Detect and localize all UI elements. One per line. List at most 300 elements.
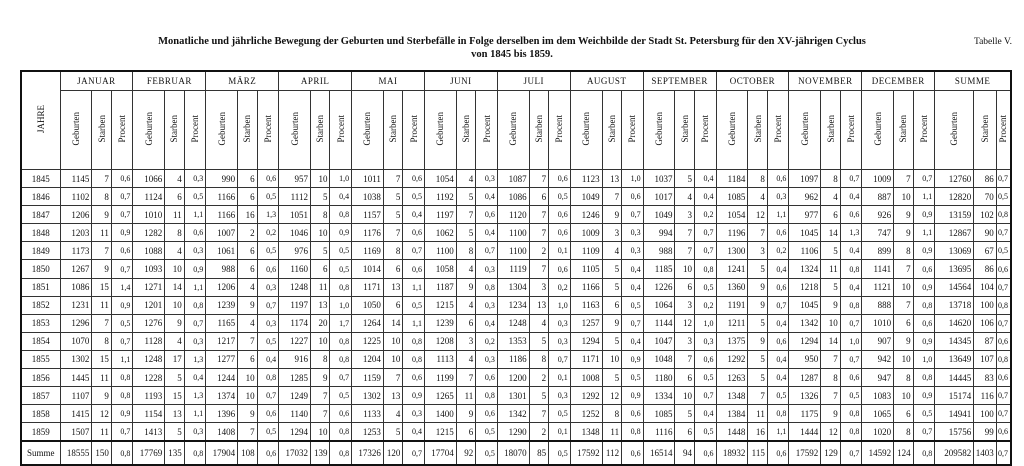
percent-cell: 0,8: [476, 278, 498, 296]
percent-cell: 0,7: [840, 314, 862, 332]
births-cell: 1226: [643, 278, 675, 296]
deaths-cell: 5: [748, 260, 768, 278]
deaths-cell: 4: [675, 188, 695, 206]
percent-cell: 0,5: [996, 188, 1011, 206]
summe-deaths-cell: 85: [529, 441, 549, 465]
percent-cell: 0,8: [767, 405, 789, 423]
deaths-cell: 12: [748, 206, 768, 224]
deaths-cell: 5: [456, 188, 476, 206]
births-cell: 926: [862, 206, 894, 224]
births-cell: 1292: [570, 387, 602, 405]
month-header: MÄRZ: [206, 71, 279, 91]
sub-header: Starben: [974, 91, 997, 170]
births-cell: 13069: [935, 242, 974, 260]
percent-cell: 0,8: [913, 296, 935, 314]
summe-deaths-cell: 112: [602, 441, 622, 465]
percent-cell: 0,2: [476, 332, 498, 350]
percent-cell: 0,7: [996, 170, 1011, 188]
deaths-cell: 8: [92, 188, 112, 206]
births-cell: 1294: [570, 332, 602, 350]
summe-deaths-cell: 129: [821, 441, 841, 465]
percent-cell: 0,7: [840, 170, 862, 188]
percent-cell: 1,1: [403, 314, 425, 332]
births-cell: 1218: [789, 278, 821, 296]
summe-percent-cell: 0,6: [694, 441, 716, 465]
deaths-cell: 7: [456, 369, 476, 387]
births-cell: 988: [206, 260, 238, 278]
births-cell: 1294: [789, 332, 821, 350]
births-cell: 907: [862, 332, 894, 350]
percent-cell: 0,4: [840, 242, 862, 260]
percent-cell: 0,5: [694, 423, 716, 442]
births-cell: 1197: [424, 206, 456, 224]
percent-cell: 0,5: [694, 369, 716, 387]
sub-header: Geburten: [279, 91, 311, 170]
births-cell: 1326: [789, 387, 821, 405]
deaths-cell: 5: [456, 224, 476, 242]
summe-percent-cell: 0,8: [111, 441, 133, 465]
births-cell: 1296: [60, 314, 92, 332]
sub-header: Procent: [694, 91, 716, 170]
sub-header: Starben: [894, 91, 914, 170]
deaths-cell: 7: [821, 387, 841, 405]
deaths-cell: 2: [529, 242, 549, 260]
deaths-cell: 11: [92, 296, 112, 314]
month-header: MAI: [352, 71, 425, 91]
summe-births-cell: 17592: [789, 441, 821, 465]
births-cell: 1302: [60, 350, 92, 368]
deaths-cell: 10: [238, 387, 258, 405]
births-cell: 990: [206, 170, 238, 188]
percent-cell: 1,0: [622, 170, 644, 188]
percent-cell: 0,9: [913, 387, 935, 405]
births-cell: 1201: [133, 296, 165, 314]
births-cell: 1282: [133, 224, 165, 242]
table-row: [21, 278, 1011, 296]
percent-cell: 0,5: [111, 314, 133, 332]
table-number: Tabelle V.: [973, 37, 1012, 47]
summe-births-cell: 18555: [60, 441, 92, 465]
year-cell: 1857: [21, 387, 60, 405]
deaths-cell: 12: [821, 423, 841, 442]
percent-cell: 0,4: [476, 224, 498, 242]
deaths-cell: 9: [602, 206, 622, 224]
deaths-cell: 7: [675, 350, 695, 368]
births-cell: 1176: [352, 224, 384, 242]
percent-cell: 0,4: [694, 170, 716, 188]
births-cell: 1301: [497, 387, 529, 405]
deaths-cell: 100: [974, 296, 997, 314]
deaths-cell: 7: [748, 224, 768, 242]
percent-cell: 0,6: [913, 260, 935, 278]
year-cell: 1849: [21, 242, 60, 260]
deaths-cell: 8: [456, 242, 476, 260]
percent-cell: 0,3: [622, 242, 644, 260]
percent-cell: 0,9: [111, 224, 133, 242]
percent-cell: 0,3: [403, 405, 425, 423]
deaths-cell: 7: [383, 170, 403, 188]
births-cell: 1248: [497, 314, 529, 332]
percent-cell: 0,8: [996, 350, 1011, 368]
deaths-cell: 107: [974, 350, 997, 368]
percent-cell: 0,4: [840, 278, 862, 296]
percent-cell: 0,6: [403, 260, 425, 278]
deaths-cell: 4: [748, 188, 768, 206]
summe-deaths-cell: 115: [748, 441, 768, 465]
births-cell: 1045: [789, 296, 821, 314]
percent-cell: 0,6: [913, 314, 935, 332]
deaths-cell: 6: [602, 296, 622, 314]
births-cell: 1086: [497, 188, 529, 206]
births-cell: 1248: [133, 350, 165, 368]
summe-percent-cell: 0,8: [913, 441, 935, 465]
percent-cell: 0,5: [257, 242, 279, 260]
deaths-cell: 14: [821, 224, 841, 242]
births-cell: 1113: [424, 350, 456, 368]
deaths-cell: 5: [383, 206, 403, 224]
births-cell: 1231: [60, 296, 92, 314]
births-cell: 1252: [570, 405, 602, 423]
deaths-cell: 4: [165, 242, 185, 260]
percent-cell: 1,1: [767, 206, 789, 224]
births-cell: 12867: [935, 224, 974, 242]
percent-cell: 0,7: [694, 242, 716, 260]
percent-cell: 0,6: [996, 260, 1011, 278]
summe-percent-cell: 0,6: [622, 441, 644, 465]
deaths-cell: 6: [383, 260, 403, 278]
percent-cell: 0,8: [840, 423, 862, 442]
percent-cell: 0,7: [111, 206, 133, 224]
sub-header: Procent: [549, 91, 571, 170]
births-cell: 1100: [424, 242, 456, 260]
births-cell: 1123: [570, 170, 602, 188]
table-row: [21, 224, 1011, 242]
deaths-cell: 2: [529, 369, 549, 387]
deaths-cell: 12: [675, 314, 695, 332]
deaths-cell: 10: [894, 387, 914, 405]
births-cell: 13695: [935, 260, 974, 278]
sub-header: Procent: [476, 91, 498, 170]
births-cell: 1087: [497, 170, 529, 188]
deaths-cell: 14: [165, 278, 185, 296]
births-cell: 887: [862, 188, 894, 206]
percent-cell: 0,5: [622, 296, 644, 314]
births-cell: 1058: [424, 260, 456, 278]
births-cell: 1093: [133, 260, 165, 278]
deaths-cell: 3: [675, 296, 695, 314]
percent-cell: 1,3: [257, 206, 279, 224]
deaths-cell: 116: [974, 387, 997, 405]
percent-cell: 0,6: [257, 260, 279, 278]
births-cell: 1277: [206, 350, 238, 368]
births-cell: 1166: [206, 206, 238, 224]
deaths-cell: 9: [602, 314, 622, 332]
births-cell: 13718: [935, 296, 974, 314]
births-cell: 1166: [206, 188, 238, 206]
deaths-cell: 13: [383, 387, 403, 405]
deaths-cell: 4: [165, 332, 185, 350]
births-cell: 1070: [60, 332, 92, 350]
summe-deaths-cell: 150: [92, 441, 112, 465]
summe-deaths-cell: 108: [238, 441, 258, 465]
deaths-cell: 5: [310, 188, 330, 206]
deaths-cell: 9: [165, 314, 185, 332]
births-cell: 957: [279, 170, 311, 188]
summe-percent-cell: 0,5: [476, 441, 498, 465]
births-cell: 1276: [133, 314, 165, 332]
deaths-cell: 3: [675, 332, 695, 350]
summe-births-cell: 18932: [716, 441, 748, 465]
deaths-cell: 5: [602, 260, 622, 278]
births-cell: 1292: [716, 350, 748, 368]
percent-cell: 0,8: [840, 260, 862, 278]
percent-cell: 1,0: [549, 296, 571, 314]
percent-cell: 0,3: [549, 332, 571, 350]
births-cell: 1009: [862, 170, 894, 188]
percent-cell: 0,4: [622, 278, 644, 296]
deaths-cell: 5: [383, 188, 403, 206]
births-cell: 1038: [352, 188, 384, 206]
births-cell: 1011: [352, 170, 384, 188]
percent-cell: 1,4: [111, 278, 133, 296]
births-cell: 14445: [935, 369, 974, 387]
percent-cell: 0,9: [913, 332, 935, 350]
deaths-cell: 4: [383, 405, 403, 423]
births-cell: 1065: [862, 405, 894, 423]
percent-cell: 0,7: [767, 296, 789, 314]
deaths-cell: 10: [310, 170, 330, 188]
sub-header: Starben: [165, 91, 185, 170]
month-header: APRIL: [279, 71, 352, 91]
births-cell: 1374: [206, 387, 238, 405]
births-cell: 1191: [716, 296, 748, 314]
births-cell: 1066: [133, 170, 165, 188]
percent-cell: 1,3: [184, 387, 206, 405]
summe-births-cell: 17326: [352, 441, 384, 465]
percent-cell: 0,7: [476, 242, 498, 260]
deaths-cell: 10: [383, 332, 403, 350]
births-cell: 988: [643, 242, 675, 260]
births-cell: 1304: [497, 278, 529, 296]
percent-cell: 0,3: [257, 314, 279, 332]
deaths-cell: 10: [821, 314, 841, 332]
deaths-cell: 3: [529, 278, 549, 296]
percent-cell: 0,4: [257, 350, 279, 368]
deaths-cell: 6: [675, 369, 695, 387]
deaths-cell: 5: [310, 242, 330, 260]
percent-cell: 0,5: [767, 387, 789, 405]
deaths-cell: 10: [238, 369, 258, 387]
deaths-cell: 9: [456, 278, 476, 296]
table-row: [21, 423, 1011, 442]
births-cell: 1054: [424, 170, 456, 188]
sub-header: Geburten: [935, 91, 974, 170]
sub-header: Starben: [602, 91, 622, 170]
percent-cell: 0,1: [549, 369, 571, 387]
year-cell: 1853: [21, 314, 60, 332]
births-cell: 1049: [643, 206, 675, 224]
births-cell: 1085: [716, 188, 748, 206]
births-cell: 12760: [935, 170, 974, 188]
sub-header: Procent: [913, 91, 935, 170]
percent-cell: 0,4: [694, 405, 716, 423]
births-cell: 1196: [716, 224, 748, 242]
deaths-cell: 9: [238, 296, 258, 314]
births-cell: 994: [643, 224, 675, 242]
percent-cell: 0,3: [767, 188, 789, 206]
month-header: FEBRUAR: [133, 71, 206, 91]
births-cell: 1203: [60, 224, 92, 242]
births-cell: 1400: [424, 405, 456, 423]
percent-cell: 0,4: [476, 188, 498, 206]
births-cell: 1049: [570, 188, 602, 206]
births-cell: 1180: [643, 369, 675, 387]
percent-cell: 0,9: [913, 278, 935, 296]
summe-births-cell: 209582: [935, 441, 974, 465]
deaths-cell: 9: [92, 387, 112, 405]
sub-header: Starben: [383, 91, 403, 170]
percent-cell: 0,5: [257, 423, 279, 442]
sub-header: Geburten: [497, 91, 529, 170]
births-cell: 1342: [789, 314, 821, 332]
deaths-cell: 102: [974, 206, 997, 224]
births-cell: 1169: [352, 242, 384, 260]
births-cell: 14345: [935, 332, 974, 350]
percent-cell: 0,5: [549, 405, 571, 423]
year-cell: 1845: [21, 170, 60, 188]
percent-cell: 0,6: [403, 170, 425, 188]
births-cell: 1204: [352, 350, 384, 368]
table-row: [21, 170, 1011, 188]
births-cell: 1175: [789, 405, 821, 423]
percent-cell: 0,7: [996, 387, 1011, 405]
births-cell: 1348: [716, 387, 748, 405]
deaths-cell: 5: [748, 350, 768, 368]
births-cell: 1185: [643, 260, 675, 278]
percent-cell: 0,5: [184, 188, 206, 206]
summe-deaths-cell: 139: [310, 441, 330, 465]
summe-row: [21, 441, 1011, 465]
births-cell: 1083: [862, 387, 894, 405]
percent-cell: 0,4: [403, 206, 425, 224]
title-line-1: Monatliche und jährliche Bewegung der Geburten und Sterbefälle in Folge derselben im dem Weichbilde der Stadt St. Petersburg für den XV-jährigen Cyclus: [158, 36, 866, 47]
percent-cell: 0,7: [622, 206, 644, 224]
births-cell: 1062: [424, 224, 456, 242]
births-cell: 1408: [206, 423, 238, 442]
sub-header: Procent: [184, 91, 206, 170]
percent-cell: 1,1: [403, 278, 425, 296]
births-cell: 1193: [133, 387, 165, 405]
births-cell: 1174: [279, 314, 311, 332]
percent-cell: 0,7: [111, 260, 133, 278]
percent-cell: 0,8: [403, 350, 425, 368]
births-cell: 1097: [789, 170, 821, 188]
deaths-cell: 5: [383, 423, 403, 442]
deaths-cell: 14: [383, 314, 403, 332]
births-cell: 1105: [570, 260, 602, 278]
deaths-cell: 9: [821, 296, 841, 314]
deaths-cell: 4: [456, 296, 476, 314]
table-row: [21, 242, 1011, 260]
summe-births-cell: 16514: [643, 441, 675, 465]
summe-percent-cell: 0,6: [257, 441, 279, 465]
deaths-cell: 8: [894, 423, 914, 442]
percent-cell: 0,5: [549, 188, 571, 206]
births-cell: 1120: [497, 206, 529, 224]
deaths-cell: 7: [602, 188, 622, 206]
deaths-cell: 6: [529, 188, 549, 206]
deaths-cell: 4: [456, 170, 476, 188]
births-cell: 916: [279, 350, 311, 368]
births-cell: 1010: [862, 314, 894, 332]
percent-cell: 0,7: [403, 242, 425, 260]
percent-cell: 0,3: [549, 314, 571, 332]
percent-cell: 0,8: [996, 296, 1011, 314]
births-cell: 1100: [497, 242, 529, 260]
percent-cell: 1,1: [913, 224, 935, 242]
percent-cell: 0,6: [996, 332, 1011, 350]
deaths-cell: 7: [894, 170, 914, 188]
percent-cell: 0,6: [694, 350, 716, 368]
births-cell: 1187: [424, 278, 456, 296]
births-cell: 14620: [935, 314, 974, 332]
deaths-cell: 6: [383, 296, 403, 314]
sub-header: Starben: [675, 91, 695, 170]
sub-header: Procent: [767, 91, 789, 170]
summe-births-cell: 14592: [862, 441, 894, 465]
deaths-cell: 8: [748, 170, 768, 188]
deaths-cell: 7: [529, 224, 549, 242]
percent-cell: 0,2: [257, 224, 279, 242]
births-cell: 1047: [643, 332, 675, 350]
percent-cell: 0,5: [476, 423, 498, 442]
month-header: DECEMBER: [862, 71, 935, 91]
percent-cell: 0,3: [476, 296, 498, 314]
percent-cell: 0,4: [767, 260, 789, 278]
deaths-cell: 7: [238, 423, 258, 442]
deaths-cell: 8: [821, 369, 841, 387]
deaths-cell: 5: [748, 314, 768, 332]
births-cell: 1037: [643, 170, 675, 188]
sub-header: Geburten: [716, 91, 748, 170]
percent-cell: 0,6: [767, 224, 789, 242]
percent-cell: 0,7: [184, 314, 206, 332]
births-cell: 1206: [206, 278, 238, 296]
year-cell: 1850: [21, 260, 60, 278]
deaths-cell: 3: [456, 332, 476, 350]
deaths-cell: 7: [529, 170, 549, 188]
deaths-cell: 4: [456, 260, 476, 278]
deaths-cell: 7: [675, 224, 695, 242]
births-cell: 1064: [643, 296, 675, 314]
deaths-cell: 3: [748, 242, 768, 260]
summe-percent-cell: 0,7: [403, 441, 425, 465]
births-cell: 1360: [716, 278, 748, 296]
births-cell: 1244: [206, 369, 238, 387]
percent-cell: 0,4: [694, 188, 716, 206]
births-cell: 1140: [279, 405, 311, 423]
deaths-cell: 4: [602, 242, 622, 260]
table-row: [21, 405, 1011, 423]
month-header: JANUAR: [60, 71, 133, 91]
deaths-cell: 8: [894, 242, 914, 260]
deaths-cell: 5: [748, 369, 768, 387]
births-cell: 1116: [643, 423, 675, 442]
births-cell: 1445: [60, 369, 92, 387]
deaths-cell: 15: [92, 350, 112, 368]
deaths-cell: 9: [894, 224, 914, 242]
percent-cell: 0,4: [622, 332, 644, 350]
